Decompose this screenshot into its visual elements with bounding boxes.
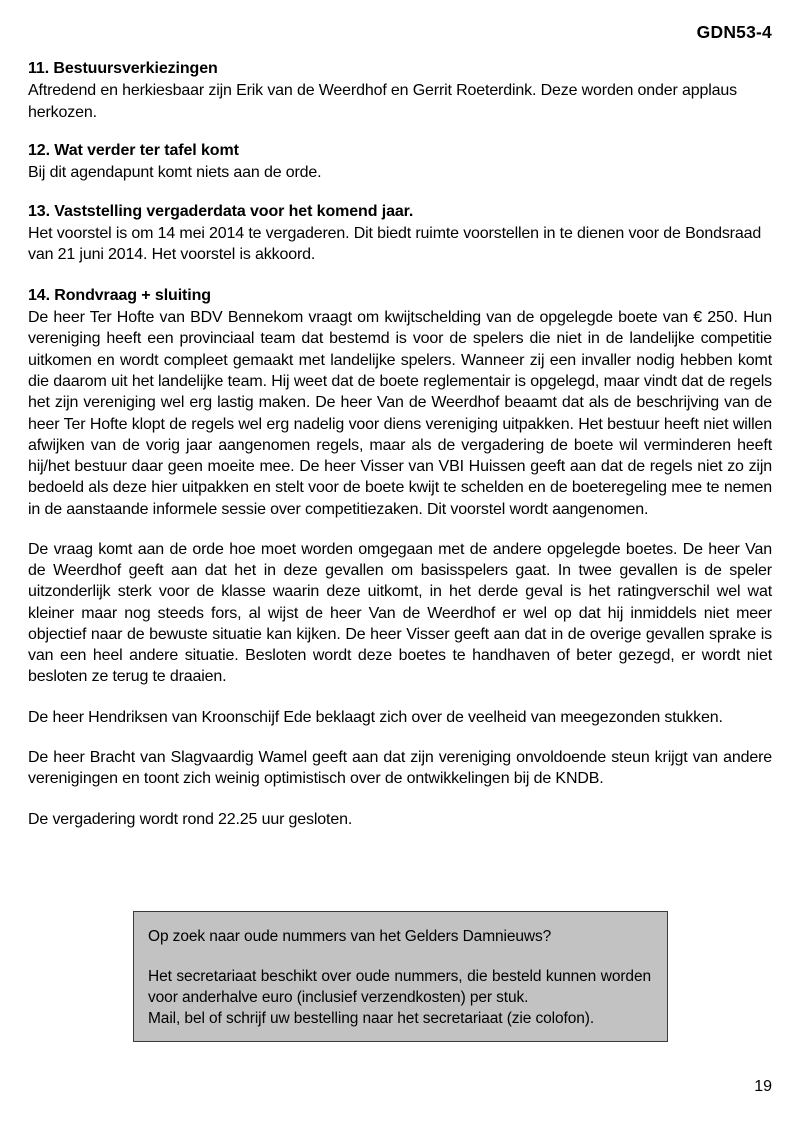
notice-box-line-1: Het secretariaat beschikt over oude nummers, die besteld kunnen worden voor anderhalve euro (inclusief verzendkosten) per stuk. [148, 968, 651, 1007]
section-14-heading: 14. Rondvraag + sluiting [28, 286, 211, 304]
running-head: GDN53-4 [696, 22, 772, 42]
section-12 [28, 141, 772, 184]
section-11-paragraph: Aftredend en herkiesbaar zijn Erik van de Weerdhof en Gerrit Roeterdink. Deze worden onder applaus herkozen. [28, 82, 737, 121]
section-12-heading: 12. Wat verder ter tafel komt [28, 142, 239, 159]
section-14-paragraph-5: De vergadering wordt rond 22.25 uur gesloten. [28, 810, 353, 828]
section-14-paragraph-3: De heer Hendriksen van Kroonschijf Ede beklaagt zich over de veelheid van meegezonden stukken. [28, 708, 723, 726]
section-12-paragraph: Bij dit agendapunt komt niets aan de orde. [28, 164, 322, 182]
section-14-paragraph-1: De heer Ter Hofte van BDV Bennekom vraagt om kwijtschelding van de opgelegde boete van € 250. Hun vereniging heeft een provinciaal team dat bestemd is voor de spelers die niet in de landelijke competitie uitkomen en wordt compleet gemaakt met landelijke spelers. Wanneer zij een invaller nodig hebben komt die daarom uit het landelijke team. Hij weet dat de boete reglementair is opgelegd, maar vindt dat de regels het zijn vereniging wel erg lastig maken. De heer Van de Weerdhof beaamt dat als de beschrijving van de heer Ter Hofte klopt de regels wel erg nadelig voor diens vereniging uitpakken. Het bestuur heeft niet willen afwijken van de vorig jaar aangenomen regels, maar als de vergadering de boete wil verminderen heeft hij/het bestuur daar geen moeite mee. De heer Visser van VBI Huissen geeft aan dat de regels niet zo zijn bedoeld als deze hier uitpakken en stelt voor de boete kwijt te schelden en de boeteregeling mee te nemen in de aanstaande informele sessie over competitiezaken. Dit voorstel wordt aangenomen. [28, 309, 772, 518]
section-14-paragraph-4: De heer Bracht van Slagvaardig Wamel geeft aan dat zijn vereniging onvoldoende steun krijgt van andere verenigingen en toont zich weinig optimistisch over de ontwikkelingen bij de KNDB. [28, 748, 772, 788]
section-13 [28, 202, 772, 266]
section-13-heading: 13. Vaststelling vergaderdata voor het komend jaar. [28, 202, 414, 220]
page-content [28, 22, 772, 830]
section-11-heading: 11. Bestuursverkiezingen [28, 60, 218, 77]
section-14-paragraph-2: De vraag komt aan de orde hoe moet worden omgegaan met de andere opgelegde boetes. De heer Van de Weerdhof geeft aan dat het in deze gevallen om basisspelers gaat. In twee gevallen is de speler uitzonderlijk sterk voor de klasse waarin deze uitkomt, in het derde geval is het ratingverschil wel wat kleiner maar nog steeds fors, al wijst de heer Van de Weerdhof er wel op dat hij inmiddels niet meer objectief naar de bewuste situatie kan kijken. De heer Visser geeft aan dat in de overige gevallen sprake is van een heel andere situatie. Besloten wordt deze boetes te handhaven of beter gezegd, er wordt niet besloten ze terug te draaien. [28, 540, 772, 686]
notice-box [133, 911, 668, 1042]
page-number: 19 [754, 1078, 772, 1095]
section-13-paragraph: Het voorstel is om 14 mei 2014 te vergaderen. Dit biedt ruimte voorstellen in te dienen voor de Bondsraad van 21 juni 2014. Het voorstel is akkoord. [28, 225, 762, 264]
notice-box-question: Op zoek naar oude nummers van het Gelders Damnieuws? [148, 928, 552, 945]
section-11 [28, 59, 772, 123]
section-14 [28, 286, 772, 830]
notice-box-line-2: Mail, bel of schrijf uw bestelling naar het secretariaat (zie colofon). [148, 1010, 595, 1028]
